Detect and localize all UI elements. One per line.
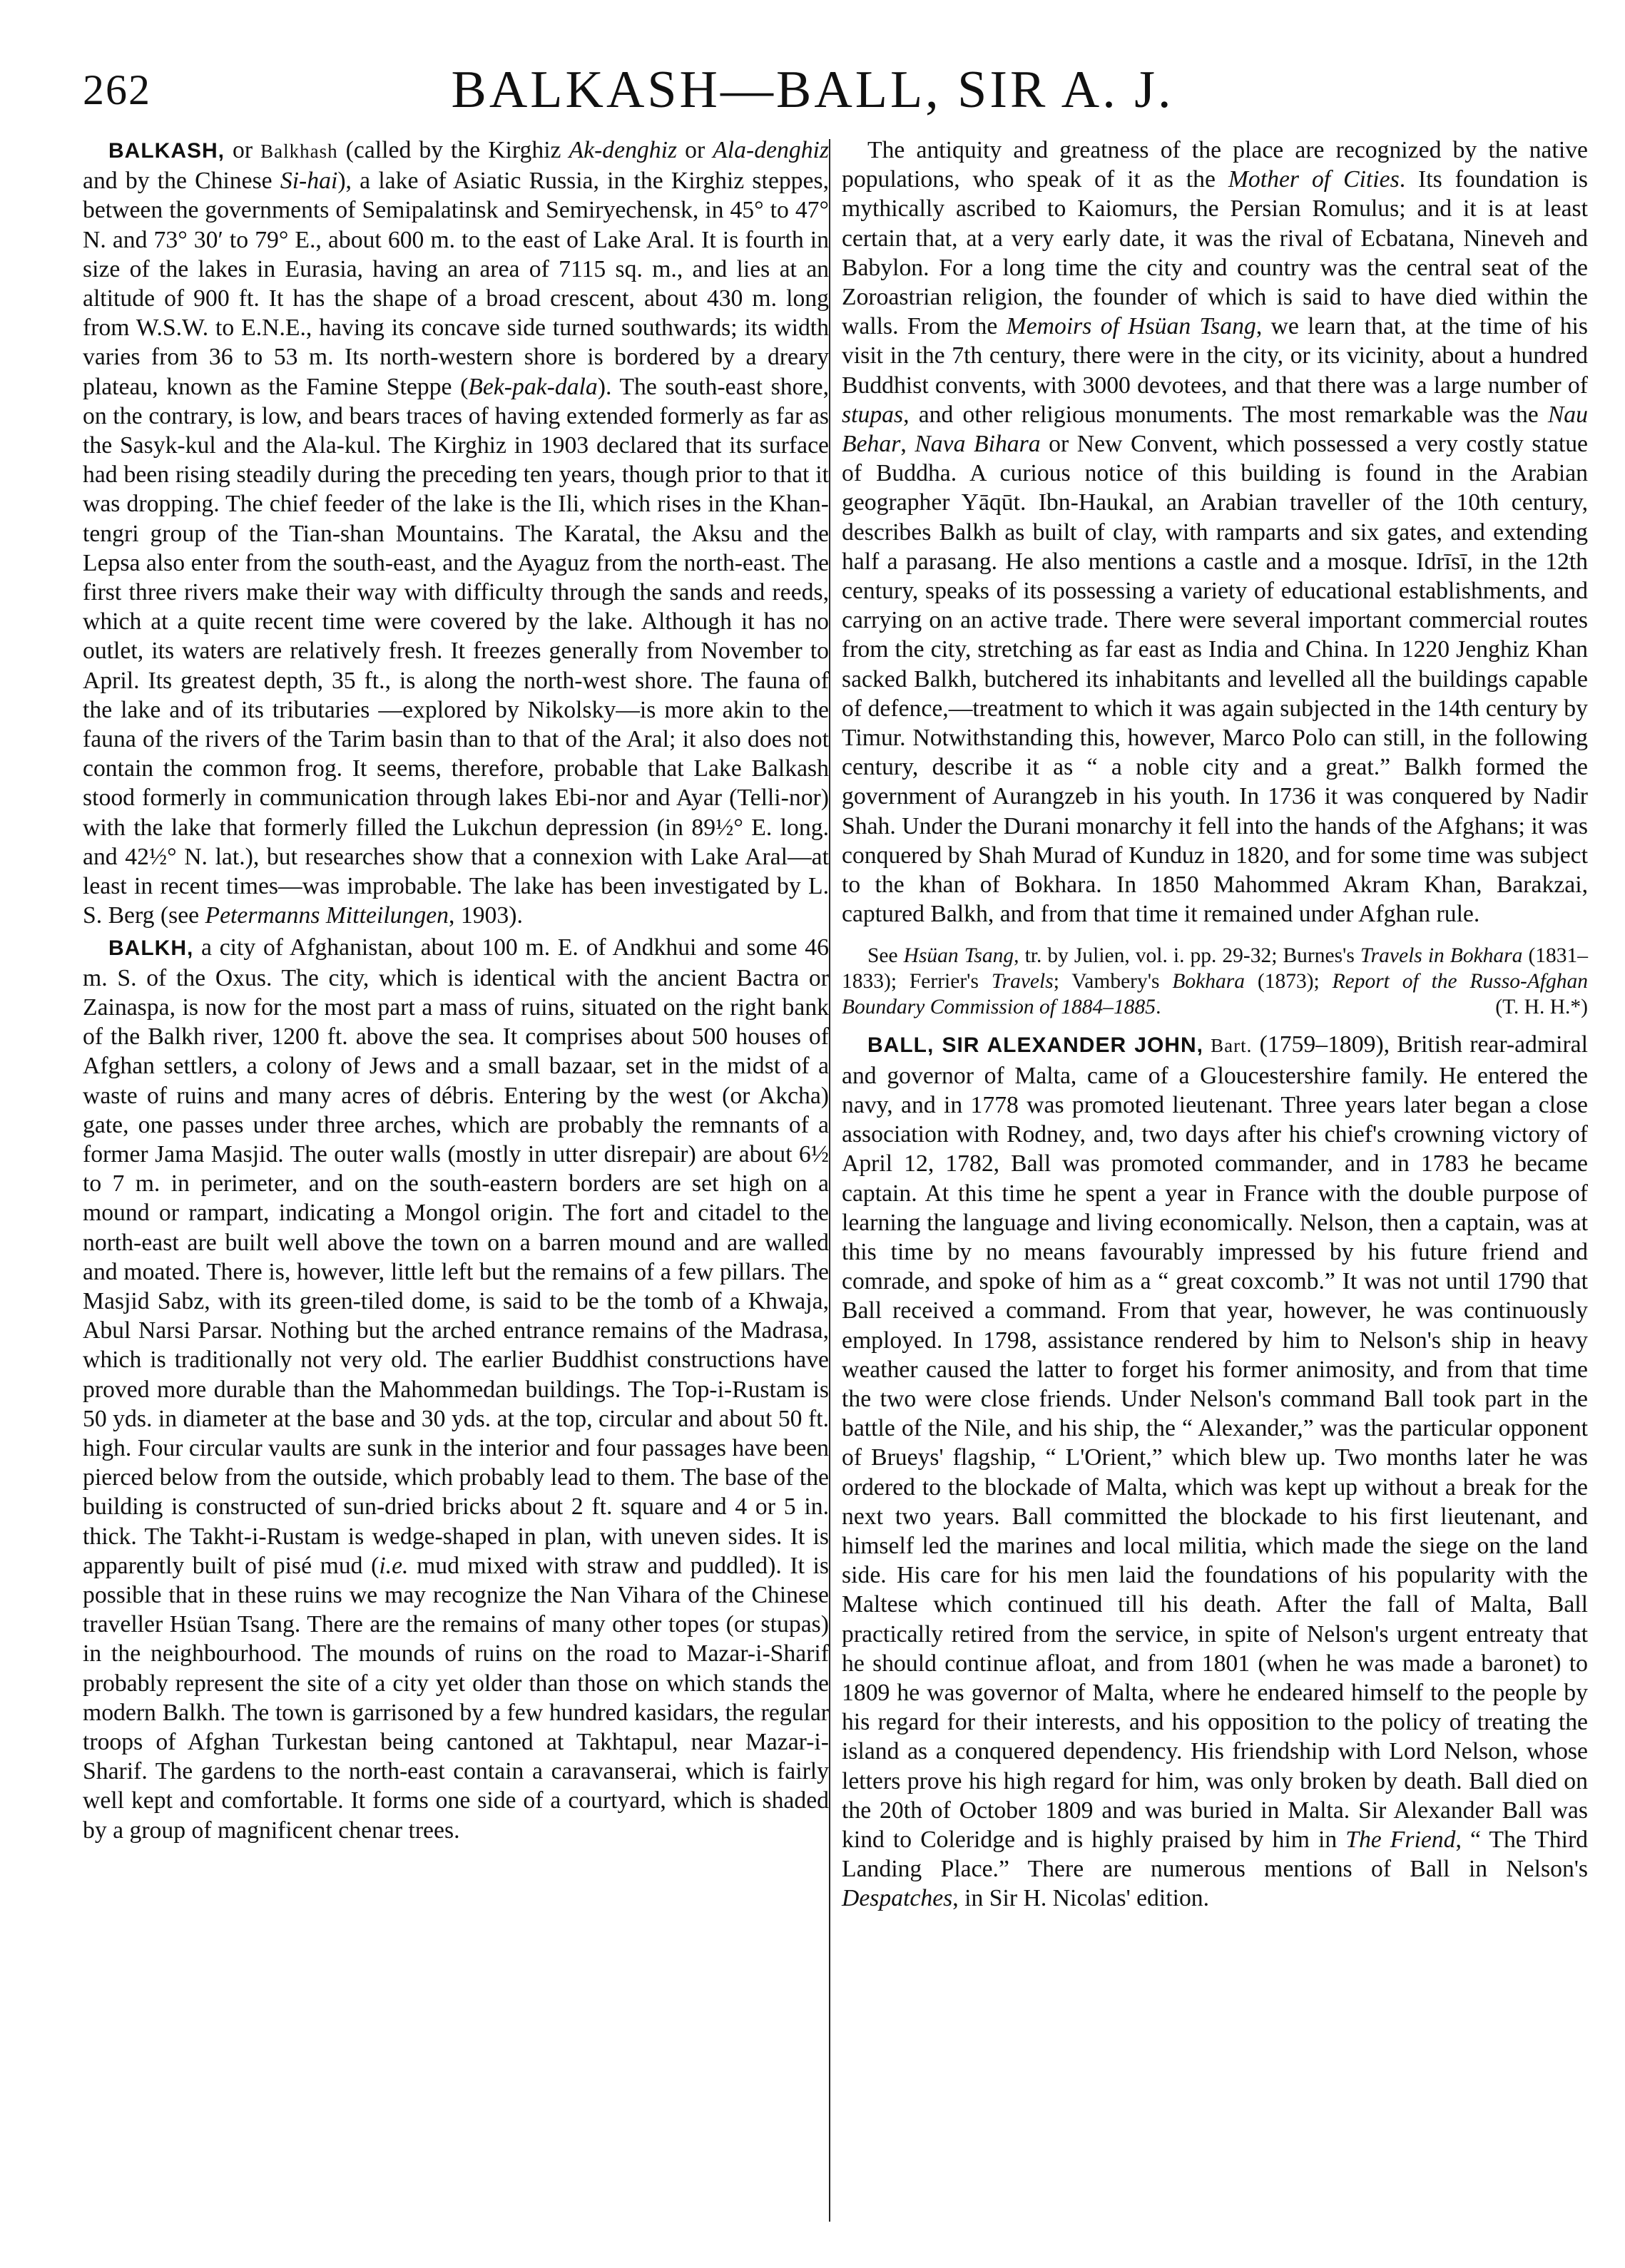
- bibliography: [842, 943, 1588, 1020]
- left-column: [83, 136, 829, 1845]
- biblio-text: , tr. by Julien, vol. i. pp. 29-32; Burnes's: [1014, 944, 1360, 968]
- entry-text: or: [677, 137, 713, 163]
- italic-term: stupas: [842, 401, 904, 428]
- italic-term: Memoirs of Hsüan Tsang: [1006, 313, 1256, 340]
- biblio-text: (1873);: [1245, 970, 1333, 993]
- entry-text: and by the Chinese: [83, 168, 280, 195]
- headword-balkash: BALKASH,: [108, 139, 225, 163]
- entry-text: ). The south-east shore, on the contrary, is low, and bears traces of having extended formerly as far as the Sasyk-kul and the Ala-kul. The Kirghiz in 1903 declared that its surface had been rising steadily during the preceding ten years, though prior to that it was dropping. The chief feeder of the lake is the Ili, which rises in the Khan-tengri group of the Tian-shan Mountains. The Karatal, the Aksu and the Lepsa also enter from the south-east, and the Ayaguz from the north-east. The first three rivers make their way with difficulty through the sands and reeds, which at a quite recent time were covered by the lake. Although it has no outlet, its waters are relatively fresh. It freezes generally from November to April. Its greatest depth, 35 ft., is along the north-west shore. The fauna of the lake and of its tributaries —explored by Nikolsky—is more akin to the fauna of the rivers of the Tarim basin than to that of the Aral; it also does not contain the common frog. It seems, therefore, probable that Lake Balkash stood formerly in communication through lakes Ebi-nor and Ayar (Telli-nor) with the lake that formerly filled the Lukchun depression (in 89½° E. long. and 42½° N. lat.), but researches show that a connexion with Lake Aral—at least in recent times—was improbable. The lake has been investigated by L. S. Berg (see: [83, 373, 830, 929]
- entry-text: , in Sir H. Nicolas' edition.: [952, 1885, 1210, 1912]
- author-initials: (T. H. H.*): [1495, 996, 1588, 1019]
- alt-name: Balkhash: [260, 141, 338, 162]
- entry-text: ), a lake of Asiatic Russia, in the Kirghiz steppes, between the governments of Semipalatinsk and Semiryechensk, in 45° to 47° N. and 73° 30′ to 79° E., about 600 m. to the east of Lake Aral. It is fourth in size of the lakes in Eurasia, having an area of 7115 sq. m., and lies at an altitude of 900 ft. It has the shape of a broad crescent, about 430 m. long from W.S.W. to E.N.E., having its concave side turned southwards; its width varies from 36 to 53 m. Its north-western shore is bordered by a dreary plateau, known as the Famine Steppe (: [83, 168, 829, 400]
- italic-term: Ala-denghiz: [713, 137, 830, 163]
- headword-balkh: BALKH,: [108, 936, 194, 961]
- entry-balkash: [83, 136, 829, 930]
- entry-text: or: [225, 137, 261, 163]
- entry-balkh: [83, 933, 829, 1844]
- italic-term: Mother of Cities: [1228, 166, 1400, 193]
- biblio-text: See: [867, 944, 904, 968]
- italic-term: Nau Behar: [842, 401, 1588, 458]
- entry-text: , and other religious monuments. The most remarkable was the: [903, 401, 1548, 428]
- entry-text: or New Convent, which possessed a very costly statue of Buddha. A curious notice of this building is found in the Arabian geographer Yāqūt. Ibn-Haukal, an Arabian traveller of the 10th century, describes Balkh as built of clay, with ramparts and six gates, and extending half a parasang. He also mentions a castle and a mosque. Idrīsī, in the 12th century, speaks of its possessing a variety of educational establishments, and carrying on an active trade. There were several important commercial routes from the city, stretching as far east as India and China. In 1220 Jenghiz Khan sacked Balkh, butchered its inhabitants and levelled all the buildings capable of defence,—treatment to which it was again subjected in the 14th century by Timur. Notwithstanding this, however, Marco Polo can still, in the following century, describe it as “ a noble city and a great.” Balkh formed the government of Aurangzeb in his youth. In 1736 it was conquered by Nadir Shah. Under the Durani monarchy it fell into the hands of the Afghans; it was conquered by Shah Murad of Kunduz in 1820, and for some time was subject to the khan of Bokhara. In 1850 Mahommed Akram Khan, Barakzai, captured Balkh, and from that time it remained under Afghan rule.: [842, 431, 1589, 928]
- entry-text: ,: [900, 431, 915, 458]
- biblio-text: .: [1156, 996, 1161, 1019]
- running-head: BALKASH—BALL, SIR A. J.: [451, 61, 1174, 119]
- entry-text: , we learn that, at the time of his visit in the 7th century, there were in the city, or its vicinity, about a hundred Buddhist convents, with 3000 devotees, and that there was a large number of: [842, 313, 1589, 399]
- biblio-title: Travels: [991, 970, 1054, 993]
- italic-term: Petermanns Mitteilungen: [205, 902, 449, 929]
- biblio-text: ; Vambery's: [1053, 970, 1173, 993]
- italic-term: Despatches: [842, 1885, 953, 1912]
- page-number: 262: [83, 66, 151, 113]
- entry-text: mud mixed with straw and puddled). It is possible that in these ruins we may recognize the Nan Vihara of the Chinese traveller Hsüan Tsang. There are the remains of many other topes (or stupas) in the neighbourhood. The mounds of ruins on the road to Mazar-i-Sharif probably represent the site of a city yet older than those on which stands the modern Balkh. The town is garrisoned by a few hundred kasidars, the regular troops of Afghan Turkestan being cantoned at Takhtapul, near Mazar-i-Sharif. The gardens to the north-east contain a caravanserai, which is fairly well kept and comfortable. It forms one side of a courtyard, which is shaded by a group of magnificent chenar trees.: [83, 1552, 830, 1844]
- italic-term: The Friend: [1345, 1826, 1456, 1853]
- entry-text: , “ The Third Landing Place.” There are numerous mentions of Ball in Nelson's: [842, 1826, 1589, 1883]
- italic-term: Bek-pak-dala: [468, 373, 598, 400]
- headword-ball: BALL, SIR ALEXANDER JOHN,: [867, 1033, 1203, 1058]
- right-column: [842, 136, 1588, 1914]
- italic-term: i.e.: [379, 1552, 409, 1579]
- entry-text: , 1903).: [449, 902, 523, 929]
- biblio-text: (1831–1833); Ferrier's: [842, 944, 1589, 993]
- biblio-title: Report of the Russo-Afghan Boundary Commission of 1884–1885: [842, 970, 1589, 1019]
- title-bart: Bart.: [1211, 1035, 1253, 1057]
- biblio-title: Travels in Bokhara: [1360, 944, 1523, 968]
- italic-term: Nava Bihara: [915, 431, 1041, 458]
- entry-text: (1759–1809), British rear-admiral and governor of Malta, came of a Gloucestershire family. He entered the navy, and in 1778 was promoted lieutenant. Three years later began a close association with Rodney, and, two days after his chief's crowning victory of April 12, 1782, Ball was promoted commander, and in 1783 he became captain. At this time he spent a year in France with the double purpose of learning the language and living economically. Nelson, then a captain, was at this time by no means favourably impressed by his future friend and comrade, and spoke of him as a “ great coxcomb.” It was not until 1790 that Ball received a command. From that year, however, he was continuously employed. In 1798, assistance rendered by him to Nelson's ship in heavy weather caused the latter to forget his former animosity, and from that time the two were close friends. Under Nelson's command Ball took part in the battle of the Nile, and his ship, the “ Alexander,” was the particular opponent of Brueys' flagship, “ L'Orient,” which blew up. Two months later he was ordered to the blockade of Malta, which was kept up without a break for the next two years. Ball committed the blockade to his first lieutenant, and himself led the marines and local militia, which made the siege on the land side. His care for his men laid the foundations of his popularity with the Maltese which continued till his death. After the fall of Malta, Ball practically retired from the service, in spite of Nelson's urgent entreaty that he should continue afloat, and from 1801 (when he was made a baronet) to 1809 he was governor of Malta, where he endeared himself to the people by his regard for their interests, and his opposition to the policy of treating the island as a conquered dependency. His friendship with Lord Nelson, whose letters prove his high regard for him, was only broken by death. Ball died on the 20th of October 1809 and was buried in Malta. Sir Alexander Ball was kind to Coleridge and is highly praised by him in: [842, 1031, 1588, 1853]
- biblio-title: Bokhara: [1172, 970, 1245, 993]
- italic-term: Ak-denghiz: [569, 137, 678, 163]
- entry-text: . Its foundation is mythically ascribed to Kaiomurs, the Persian Romulus; and it is at least certain that, at a very early date, it was the rival of Ecbatana, Nineveh and Babylon. For a long time the city and country was the central seat of the Zoroastrian religion, the founder of which is said to have died within the walls. From the: [842, 166, 1589, 340]
- column-divider: [829, 139, 830, 2222]
- entry-text: a city of Afghanistan, about 100 m. E. of Andkhui and some 46 m. S. of the Oxus. The city, which is identical with the ancient Bactra or Zainaspa, is now for the most part a mass of ruins, situated on the right bank of the Balkh river, 1200 ft. above the sea. It comprises about 500 houses of Afghan settlers, a colony of Jews and a small bazaar, set in the midst of a waste of ruins and many acres of débris. Entering by the west (or Akcha) gate, one passes under three arches, which are probably the remnants of a former Jama Masjid. The outer walls (mostly in utter disrepair) are about 6½ to 7 m. in perimeter, and on the south-eastern borders are set high on a mound or rampart, indicating a Mongol origin. The fort and citadel to the north-east are built well above the town on a barren mound and are walled and moated. There is, however, little left but the remains of a few pillars. The Masjid Sabz, with its green-tiled dome, is said to be the tomb of a Khwaja, Abul Narsi Parsar. Nothing but the arched entrance remains of the Madrasa, which is traditionally not very old. The earlier Buddhist constructions have proved more durable than the Mahommedan buildings. The Top-i-Rustam is 50 yds. in diameter at the base and 30 yds. at the top, circular and about 50 ft. high. Four circular vaults are sunk in the interior and four passages have been pierced below from the outside, which probably lead to them. The base of the building is constructed of sun-dried bricks about 2 ft. square and 4 or 5 in. thick. The Takht-i-Rustam is wedge-shaped in plan, with uneven sides. It is apparently built of pisé mud (: [83, 934, 829, 1579]
- entry-ball: [842, 1030, 1588, 1913]
- italic-term: Si-hai: [280, 168, 338, 195]
- biblio-title: Hsüan Tsang: [903, 944, 1014, 968]
- entry-text: The antiquity and greatness of the place are recognized by the native populations, who speak of it as the: [842, 137, 1588, 193]
- entry-balkh-continued: [842, 136, 1588, 929]
- entry-text: (called by the Kirghiz: [337, 137, 569, 163]
